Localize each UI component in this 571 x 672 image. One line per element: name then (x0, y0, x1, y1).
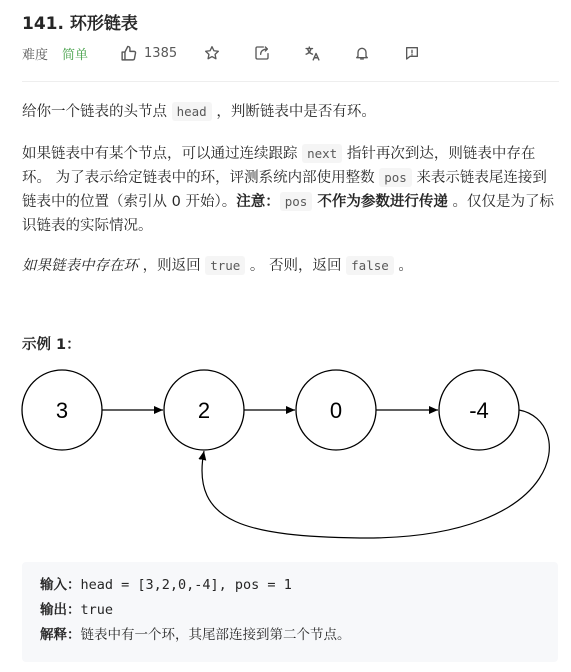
emphasis-text: 如果链表中存在环 (22, 258, 138, 274)
node-value: 2 (197, 398, 211, 423)
difficulty-label: 难度 (22, 47, 49, 63)
like-count: 1385 (144, 45, 178, 61)
text-span: 。仅仅是为了标识链表的实际情况。 (22, 194, 554, 234)
bell-icon (354, 45, 370, 61)
feedback-icon (404, 45, 420, 61)
inline-code: true (205, 256, 245, 275)
notification-button[interactable] (353, 44, 371, 62)
problem-meta-bar (22, 43, 453, 63)
like-button[interactable] (120, 45, 177, 62)
output-value: true (80, 602, 114, 618)
linked-list-diagram (0, 360, 571, 545)
explain-value: 链表中有一个环，其尾部连接到第二个节点。 (80, 627, 351, 643)
text-span: ，判断链表中是否有环。 (211, 104, 376, 120)
node-value: -4 (469, 398, 489, 423)
share-icon (254, 45, 270, 61)
example-explain-line (40, 623, 540, 648)
node-0 (22, 370, 102, 450)
example-title: 示例 1： (22, 337, 81, 353)
note-label: 注意： (236, 194, 280, 210)
inline-code: head (172, 102, 212, 121)
translate-button[interactable] (303, 44, 321, 62)
text-span: 如果链表中有某个节点，可以通过连续跟踪 (22, 146, 303, 162)
translate-icon (304, 45, 321, 62)
example-io-box (22, 562, 558, 662)
description-paragraph-1 (22, 100, 558, 124)
inline-code: next (302, 144, 342, 163)
header-divider (22, 81, 559, 82)
text-span: 。 (393, 258, 413, 274)
description-paragraph-3 (22, 254, 558, 278)
text-span: 给你一个链表的头节点 (22, 104, 172, 120)
example-output-line (40, 598, 540, 623)
explain-label: 解释： (40, 627, 81, 643)
feedback-button[interactable] (403, 44, 421, 62)
input-label: 输入： (40, 577, 81, 593)
star-icon (204, 45, 220, 61)
inline-code: pos (379, 168, 412, 187)
example-input-line (40, 573, 540, 598)
text-span: 。 否则，返回 (245, 258, 347, 274)
node-value: 0 (329, 398, 343, 423)
share-button[interactable] (253, 44, 271, 62)
difficulty-badge: 简单 (62, 47, 89, 63)
description-paragraph-2 (22, 142, 558, 238)
text-span: ，则返回 (138, 258, 206, 274)
node-value: 3 (55, 398, 69, 423)
inline-code: false (346, 256, 394, 275)
inline-code: pos (280, 192, 313, 211)
text-span: 指针再次到达，则链表中存在环。 为了表示给定链表中的环，评测系统内部使用整数 (22, 146, 536, 186)
favorite-button[interactable] (203, 44, 221, 62)
text-span: 来表示链表尾连接到链表中的位置（索引从 0 开始）。 (22, 170, 547, 210)
node-1 (164, 370, 244, 450)
node-3 (439, 370, 519, 450)
note-emphasis: 不作为参数进行传递 (312, 194, 448, 210)
input-value: head = [3,2,0,-4], pos = 1 (80, 577, 292, 593)
output-label: 输出： (40, 602, 81, 618)
node-2 (296, 370, 376, 450)
thumbs-up-icon (120, 45, 137, 62)
problem-title: 141. 环形链表 (22, 14, 138, 34)
